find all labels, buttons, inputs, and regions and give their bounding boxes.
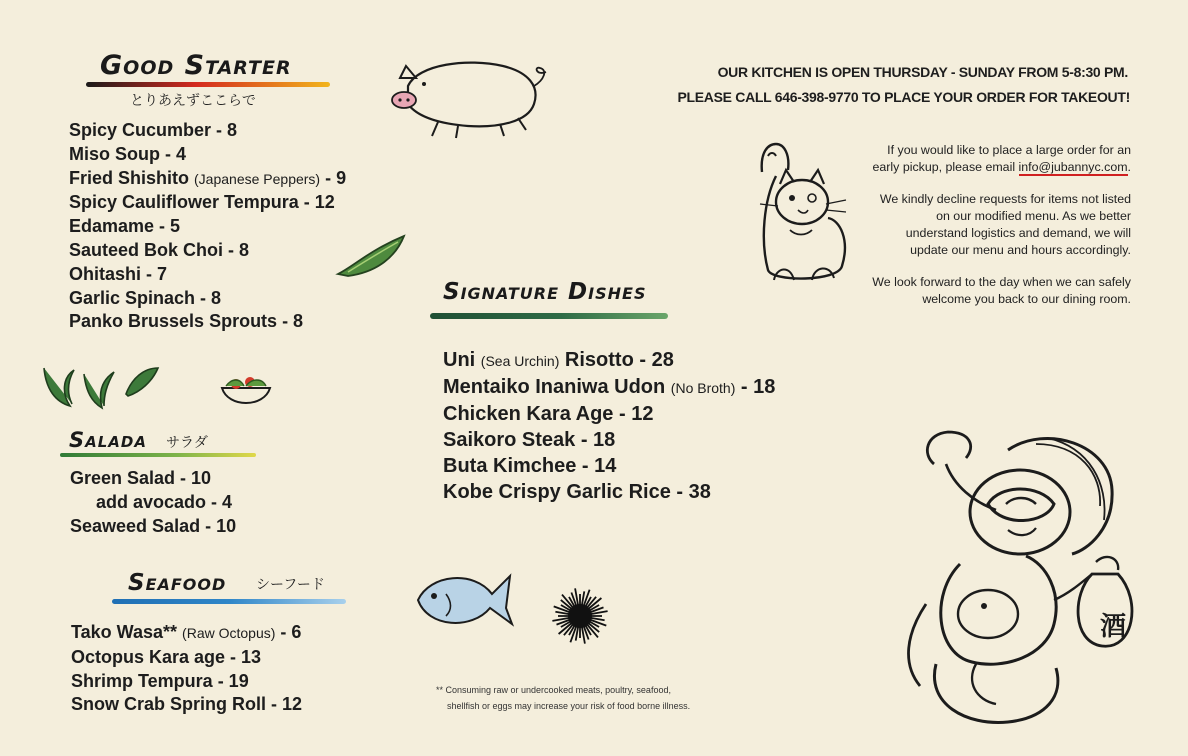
sea-urchin-illustration bbox=[552, 588, 608, 644]
list-item: Octopus Kara age - 13 bbox=[71, 646, 262, 667]
lucky-cat-illustration bbox=[750, 140, 856, 288]
decline-requests-paragraph: We kindly decline requests for items not listed on our modified menu. As we better understand logistics and demand, we will update our menu and hours accordingly. bbox=[879, 192, 1131, 257]
tanuki-illustration bbox=[896, 424, 1148, 736]
signature-brush-stroke bbox=[430, 313, 668, 319]
signature-list bbox=[443, 347, 775, 505]
list-item: Miso Soup - 4 bbox=[69, 143, 186, 164]
list-item: Saikoro Steak - 18 bbox=[443, 429, 616, 451]
starter-heading: Good Starter bbox=[100, 50, 292, 81]
salada-subtitle: サラダ bbox=[166, 435, 208, 451]
list-item: Garlic Spinach - 8 bbox=[69, 287, 222, 308]
list-item: Sauteed Bok Choi - 8 bbox=[69, 239, 250, 260]
list-item: Spicy Cauliflower Tempura - 12 bbox=[69, 192, 335, 213]
seafood-list bbox=[71, 621, 302, 717]
signature-heading: Signature Dishes bbox=[443, 279, 647, 305]
list-item: Green Salad - 10 bbox=[70, 468, 212, 488]
fish-illustration bbox=[412, 566, 514, 632]
starter-brush-stroke bbox=[86, 82, 330, 87]
list-item: Seaweed Salad - 10 bbox=[70, 515, 237, 536]
list-item: Panko Brussels Sprouts - 8 bbox=[69, 311, 304, 332]
list-item: Spicy Cucumber - 8 bbox=[69, 120, 238, 140]
sake-label: 酒 bbox=[1100, 612, 1127, 642]
seafood-subtitle: シーフード bbox=[256, 577, 325, 593]
salad-bowl-illustration bbox=[218, 374, 274, 410]
list-item: Snow Crab Spring Roll - 12 bbox=[71, 694, 303, 715]
raw-food-warning: ** Consuming raw or undercooked meats, poultry, seafood, shellfish or eggs may increase your risk of food borne illness. bbox=[436, 685, 691, 711]
list-item: Chicken Kara Age - 12 bbox=[443, 403, 654, 425]
salada-heading: Salada bbox=[69, 428, 147, 452]
leaves-illustration bbox=[40, 362, 162, 410]
email-link[interactable]: info@jubannyc.com bbox=[1018, 160, 1128, 174]
list-item: Edamame - 5 bbox=[69, 216, 181, 237]
salada-brush-stroke bbox=[60, 453, 256, 457]
seafood-heading: Seafood bbox=[128, 570, 227, 596]
pig-illustration bbox=[388, 56, 560, 140]
list-item: Kobe Crispy Garlic Rice - 38 bbox=[443, 481, 711, 503]
large-order-paragraph: If you would like to place a large order for an early pickup, please email info@jubannyc.com. bbox=[872, 143, 1131, 174]
welcome-back-paragraph: We look forward to the day when we can safely welcome you back to our dining room. bbox=[872, 275, 1131, 306]
starter-list bbox=[69, 119, 346, 334]
kitchen-hours-notice: OUR KITCHEN IS OPEN THURSDAY - SUNDAY FROM 5-8:30 PM. bbox=[717, 64, 1128, 80]
takeout-phone-notice: PLEASE CALL 646-398-9770 TO PLACE YOUR ORDER FOR TAKEOUT! bbox=[677, 89, 1130, 105]
info-block bbox=[871, 142, 1131, 323]
list-item: Fried Shishito (Japanese Peppers) - 9 bbox=[69, 167, 347, 188]
list-item: Mentaiko Inaniwa Udon (No Broth) - 18 bbox=[443, 376, 776, 398]
list-item: Shrimp Tempura - 19 bbox=[71, 670, 249, 691]
list-item: add avocado - 4 bbox=[96, 491, 233, 512]
list-item: Ohitashi - 7 bbox=[69, 263, 168, 284]
starter-subtitle: とりあえずここらで bbox=[130, 93, 256, 109]
seafood-brush-stroke bbox=[112, 599, 346, 604]
list-item: Uni (Sea Urchin) Risotto - 28 bbox=[443, 349, 674, 371]
salada-list bbox=[70, 467, 236, 538]
edamame-illustration bbox=[334, 232, 408, 280]
list-item: Tako Wasa** (Raw Octopus) - 6 bbox=[71, 622, 302, 642]
list-item: Buta Kimchee - 14 bbox=[443, 455, 617, 477]
